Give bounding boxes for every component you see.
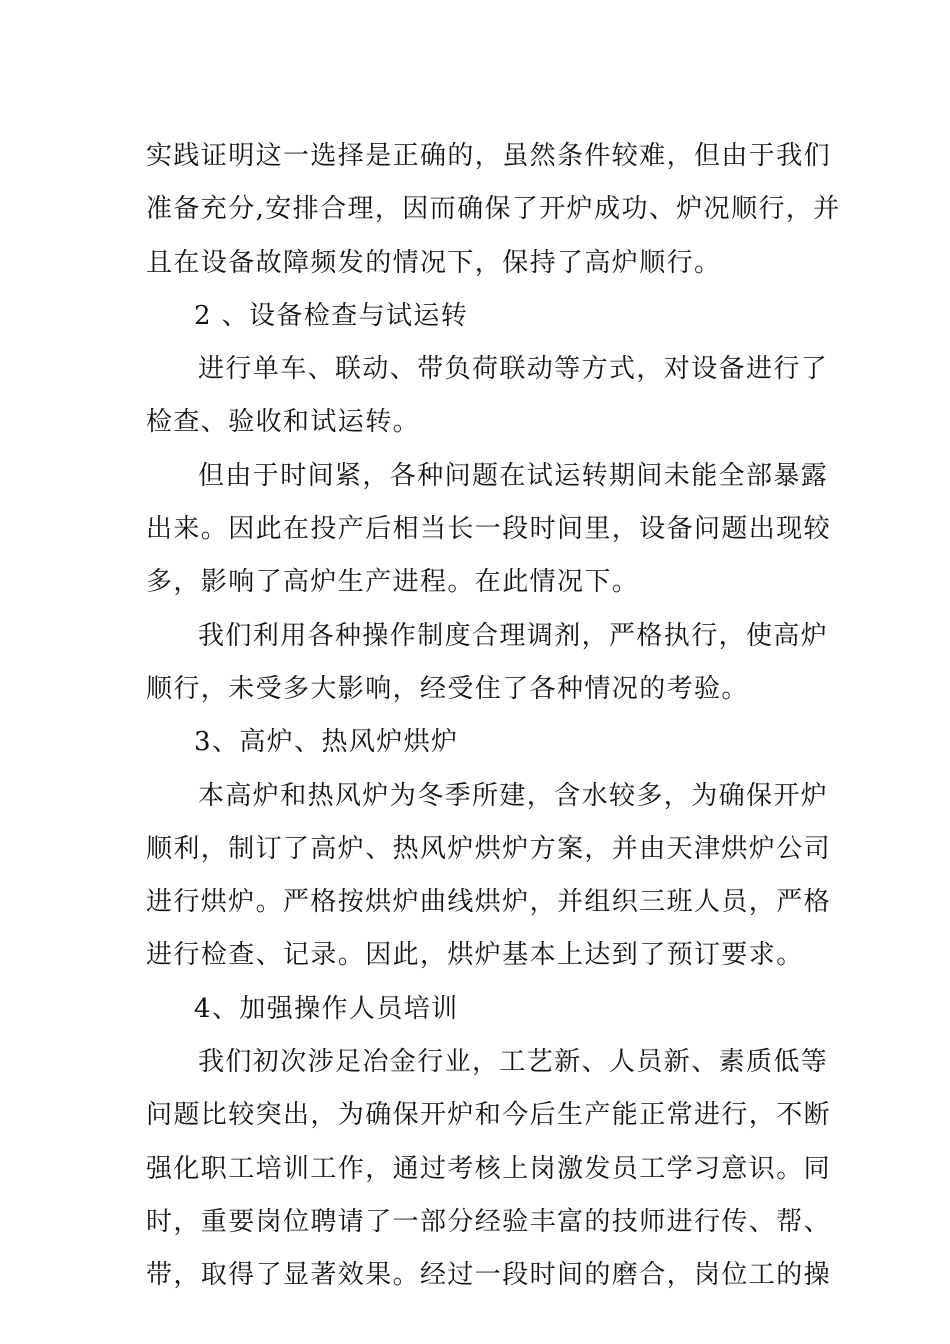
- text-line: 进行检查、记录。因此，烘炉基本上达到了预订要求。: [146, 940, 804, 971]
- text-line: 多，影响了高炉生产进程。在此情况下。: [146, 567, 640, 598]
- text-line: 时，重要岗位聘请了一部分经验丰富的技师进行传、帮、: [146, 1206, 832, 1237]
- text-line: 进行烘炉。严格按烘炉曲线烘炉，并组织三班人员，严格: [146, 887, 832, 918]
- text-line: 且在设备故障频发的情况下，保持了高炉顺行。: [146, 247, 722, 278]
- paragraph-first-line: 本高炉和热风炉为冬季所建，含水较多，为确保开炉: [198, 780, 829, 811]
- text-line: 问题比较突出，为确保开炉和今后生产能正常进行，不断: [146, 1100, 832, 1131]
- document-body: [146, 130, 841, 1303]
- paragraph-first-line: 我们利用各种操作制度合理调剂，严格执行，使高炉: [198, 620, 829, 651]
- text-line: 顺行，未受多大影响，经受住了各种情况的考验。: [146, 673, 749, 704]
- section-heading: 3、高炉、热风炉烘炉: [194, 727, 459, 758]
- section-heading: 4、加强操作人员培训: [194, 993, 459, 1024]
- text-line: 带，取得了显著效果。经过一段时间的磨合，岗位工的操: [146, 1260, 832, 1291]
- paragraph-first-line: 但由于时间紧，各种问题在试运转期间未能全部暴露: [198, 460, 829, 491]
- text-line: 出来。因此在投产后相当长一段时间里，设备问题出现较: [146, 514, 832, 545]
- paragraph-first-line: 我们初次涉足冶金行业，工艺新、人员新、素质低等: [198, 1047, 829, 1078]
- text-line: 检查、验收和试运转。: [146, 407, 421, 438]
- text-line: 强化职工培训工作，通过考核上岗激发员工学习意识。同: [146, 1153, 832, 1184]
- paragraph-first-line: 进行单车、联动、带负荷联动等方式，对设备进行了: [198, 354, 829, 385]
- text-line: 顺利，制订了高炉、热风炉烘炉方案，并由天津烘炉公司: [146, 833, 832, 864]
- text-line: 实践证明这一选择是正确的，虽然条件较难，但由于我们: [146, 141, 832, 171]
- text-line: 准备充分,安排合理，因而确保了开炉成功、炉况顺行，并: [146, 194, 841, 225]
- section-heading: 2 、设备检查与试运转: [194, 300, 469, 331]
